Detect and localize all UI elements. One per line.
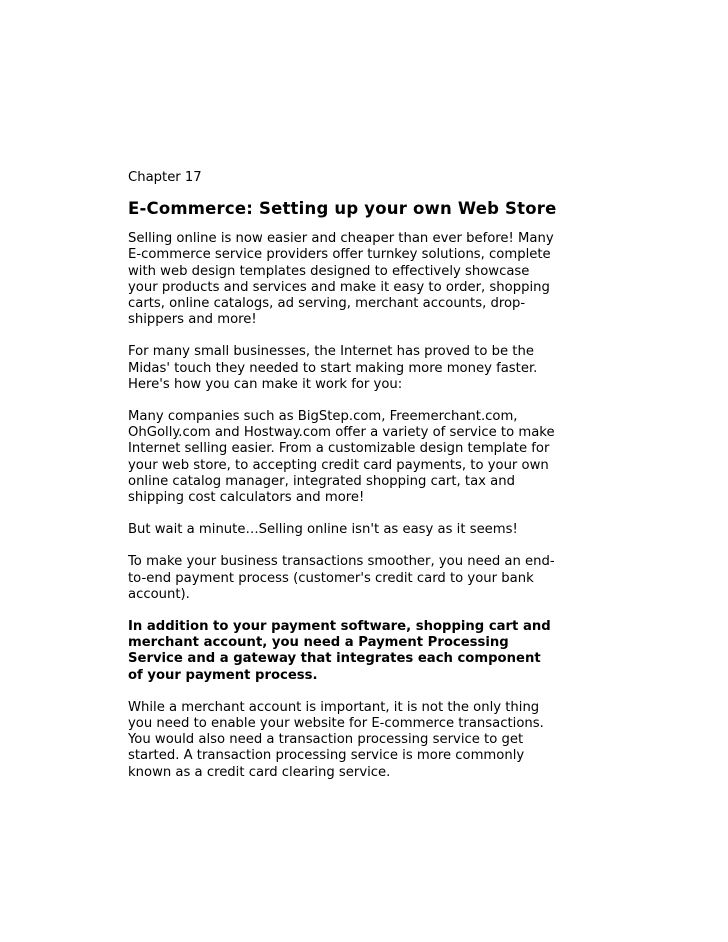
paragraph-4: But wait a minute…Selling online isn't as easy as it seems! [128,522,518,538]
paragraph-2: For many small businesses, the Internet has proved to be the Midas' touch they needed to start making more money faster. Here's how you can make it work for you: [128,344,538,392]
paragraph-7: While a merchant account is important, it is not the only thing you need to enable your website for E-commerce transactions. You would also need a transaction processing service to get started. A transaction processing service is more commonly known as a credit card clearing service. [128,699,544,780]
paragraph-1: Selling online is now easier and cheaper than ever before! Many E-commerce service providers offer turnkey solutions, complete with web design templates designed to effectively showcase your products and services and make it easy to order, shopping carts, online catalogs, ad serving, merchant accounts, drop-shippers and more! [128,231,554,328]
document-title: E-Commerce: Setting up your own Web Store [128,199,557,219]
paragraph-5: To make your business transactions smoother, you need an end-to-end payment process (customer's credit card to your bank account). [128,554,555,602]
paragraph-6-bold: In addition to your payment software, shopping cart and merchant account, you need a Payment Processing Service and a gateway that integrates each component of your payment process. [128,619,551,683]
document-body [128,170,558,797]
paragraph-3: Many companies such as BigStep.com, Freemerchant.com, OhGolly.com and Hostway.com offer a variety of service to make Internet selling easier. From a customizable design template for your web store, to accepting credit card payments, to your own online catalog manager, integrated shopping cart, tax and shipping cost calculators and more! [128,409,555,506]
chapter-label: Chapter 17 [128,170,202,185]
